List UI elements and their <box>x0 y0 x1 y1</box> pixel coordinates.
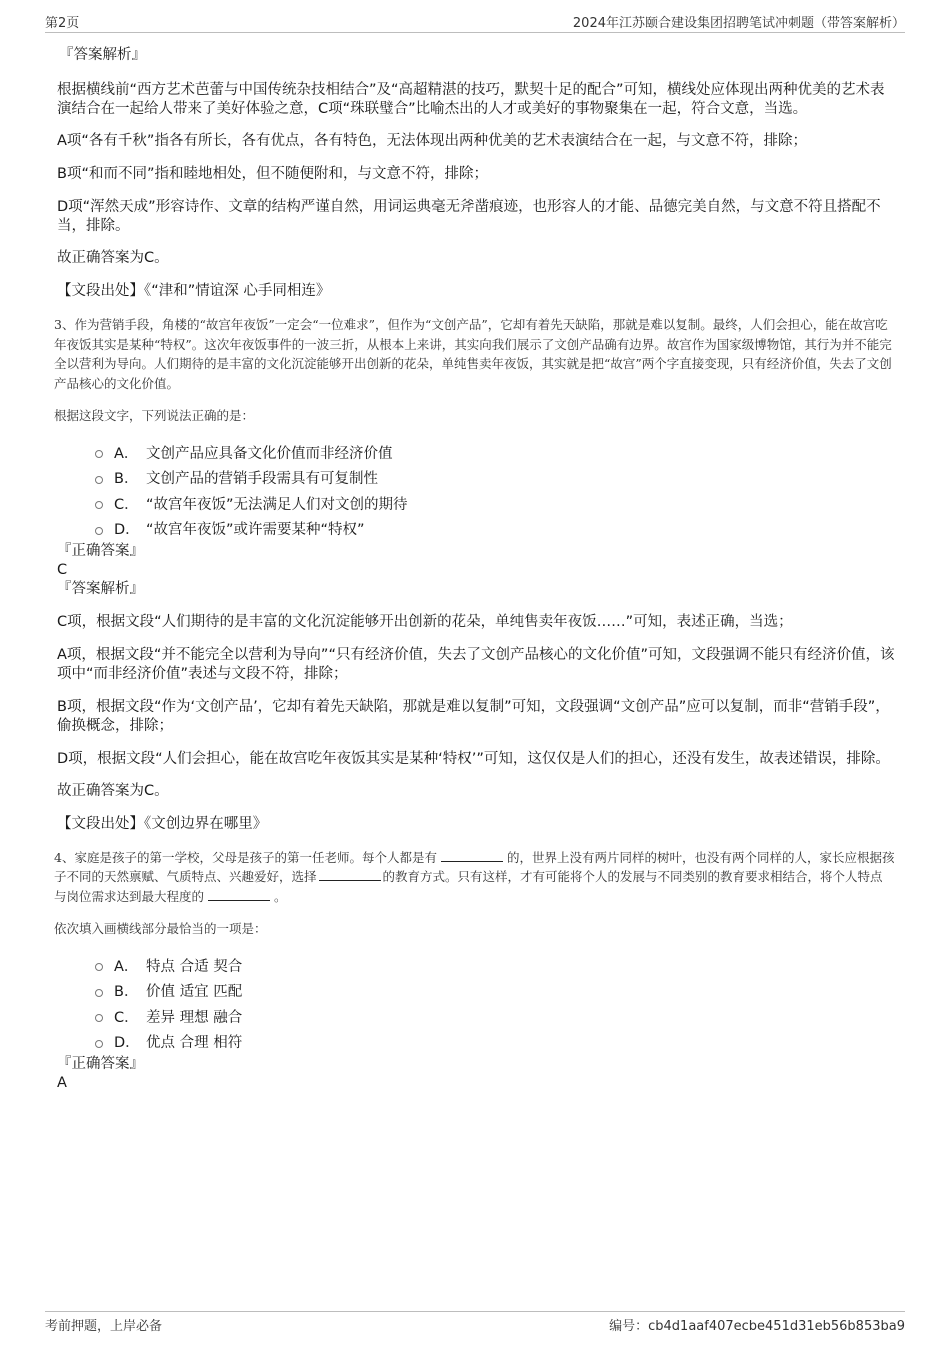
q3-options <box>95 440 895 542</box>
q2-analysis-label: 『答案解析』 <box>59 47 146 63</box>
option-letter: D． <box>114 522 140 539</box>
q3-analysis-c: C项，根据文段“人们期待的是丰富的文化沉淀能够开出创新的花朵，单纯售卖年夜饭……”可知，表述正确，当选； <box>57 613 793 630</box>
q4-stem <box>54 848 895 907</box>
q3-option-c[interactable] <box>95 491 895 517</box>
fill-blank-2 <box>319 868 381 881</box>
option-text: “故宫年夜饭”无法满足人们对文创的期待 <box>146 496 408 513</box>
q2-analysis-b: B项“和而不同”指和睦地相处，但不随便附和，与文意不符，排除； <box>57 166 488 182</box>
q3-option-d[interactable] <box>95 516 895 542</box>
q2-analysis-main: 根据横线前“西方艺术芭蕾与中国传统杂技相结合”及“高超精湛的技巧，默契十足的配合”可知，横线处应体现出两种优美的艺术表演结合在一起给人带来了美好体验之意，C项“珠联璧合”比喻杰出的人才或美好的事物聚集在一起，符合文意，当选。 <box>57 82 885 117</box>
q2-conclusion: 故正确答案为C。 <box>57 250 169 266</box>
radio-icon[interactable] <box>95 989 103 997</box>
document-code <box>609 1315 905 1334</box>
q2-source: 【文段出处】《“津和”情谊深 心手同相连》 <box>57 283 331 299</box>
document-code-label: 编号： <box>609 1319 649 1334</box>
radio-icon[interactable] <box>95 476 103 484</box>
option-text: 优点 合理 相符 <box>146 1035 243 1052</box>
radio-icon[interactable] <box>95 450 103 458</box>
option-letter: B． <box>114 984 139 1001</box>
radio-icon[interactable] <box>95 963 103 971</box>
q3-analysis-d: D项，根据文段“人们会担心，能在故宫吃年夜饭其实是某种‘特权’”可知，这仅仅是人们的担心，还没有发生，故表述错误，排除。 <box>57 750 890 767</box>
page-content <box>54 46 895 1093</box>
option-text: 价值 适宜 匹配 <box>146 984 243 1001</box>
q4-stem-part-2: 的，世界上没有两片同样的树叶，也没有两个同样的人，家长应根据孩子不同的天然禀赋、气质特点、兴趣爱好，选择 <box>54 849 895 884</box>
q3-analysis-label: 『答案解析』 <box>57 580 144 597</box>
option-letter: C． <box>114 496 139 513</box>
fill-blank-3 <box>208 888 270 901</box>
page-number: 第2页 <box>45 16 80 31</box>
q3-source: 【文段出处】《文创边界在哪里》 <box>57 815 268 832</box>
q4-answer-label: 『正确答案』 <box>57 1055 144 1072</box>
option-letter: A． <box>114 958 139 975</box>
q4-stem-part-1: 4、家庭是孩子的第一学校，父母是孩子的第一任老师。每个人都是有 <box>54 849 437 865</box>
document-title: 2024年江苏颐合建设集团招聘笔试冲刺题（带答案解析） <box>572 16 905 31</box>
option-letter: A． <box>114 445 139 462</box>
q3-answer: C <box>57 561 68 578</box>
q4-option-b[interactable] <box>95 978 895 1004</box>
page-footer <box>45 1311 905 1334</box>
q4-question: 依次填入画横线部分最恰当的一项是： <box>54 921 267 936</box>
q2-analysis-d: D项“浑然天成”形容诗作、文章的结构严谨自然，用词运典毫无斧凿痕迹，也形容人的才能、品德完美自然，与文意不符且搭配不当，排除。 <box>57 199 881 234</box>
document-code-value: cb4d1aaf407ecbe451d31eb56b853ba9 <box>648 1319 905 1334</box>
q4-option-d[interactable] <box>95 1029 895 1055</box>
q3-question: 根据这段文字，下列说法正确的是： <box>54 408 255 423</box>
option-text: “故宫年夜饭”或许需要某种“特权” <box>146 522 365 539</box>
radio-icon[interactable] <box>95 527 103 535</box>
q3-option-a[interactable] <box>95 440 895 466</box>
q4-option-c[interactable] <box>95 1004 895 1030</box>
q4-option-a[interactable] <box>95 953 895 979</box>
fill-blank-1 <box>441 849 503 862</box>
q2-analysis-a: A项“各有千秋”指各有所长，各有优点，各有特色，无法体现出两种优美的艺术表演结合在一起，与文意不符，排除； <box>57 133 807 149</box>
option-letter: B． <box>114 471 139 488</box>
option-text: 特点 合适 契合 <box>146 958 243 975</box>
option-letter: D． <box>114 1035 140 1052</box>
option-text: 文创产品应具备文化价值而非经济价值 <box>146 445 393 462</box>
q3-conclusion: 故正确答案为C。 <box>57 782 169 799</box>
q4-stem-part-3: 的教育方式。只有这样，才有可能将个人的发展与不同类别的教育要求相结合，将个人特点与岗位需求达到最大程度的 <box>54 869 883 904</box>
q4-stem-part-4: 。 <box>274 888 287 904</box>
q3-answer-label: 『正确答案』 <box>57 542 144 559</box>
radio-icon[interactable] <box>95 1040 103 1048</box>
q3-analysis-a: A项，根据文段“并不能完全以营利为导向”“只有经济价值，失去了文创产品核心的文化价值”可知，文段强调不能只有经济价值，该项中“而非经济价值”表述与文段不符，排除； <box>57 646 895 682</box>
footer-slogan: 考前押题，上岸必备 <box>45 1319 163 1334</box>
q4-options <box>95 953 895 1055</box>
radio-icon[interactable] <box>95 1014 103 1022</box>
q3-stem: 3、作为营销手段，角楼的“故宫年夜饭”一定会“一位难求”，但作为“文创产品”，它却有着先天缺陷，那就是难以复制。最终，人们会担心，能在故宫吃年夜饭其实是某种“特权”。这次年夜饭事件的一波三折，从根本上来讲，其实向我们展示了文创产品确有边界。故宫作为国家级博物馆，其行为并不能完全以营利为导向。人们期待的是丰富的文化沉淀能够开出创新的花朵，单纯售卖年夜饭，其实就是把“故宫”两个字直接变现，只有经济价值，失去了文创产品核心的文化价值。 <box>54 317 892 391</box>
option-text: 文创产品的营销手段需具有可复制性 <box>146 471 378 488</box>
option-text: 差异 理想 融合 <box>146 1009 243 1026</box>
q3-analysis-b: B项，根据文段“作为‘文创产品’，它却有着先天缺陷，那就是难以复制”可知，文段强调“文创产品”应可以复制，而非“营销手段”，偷换概念，排除； <box>57 698 890 734</box>
option-letter: C． <box>114 1009 139 1026</box>
q3-option-b[interactable] <box>95 465 895 491</box>
radio-icon[interactable] <box>95 501 103 509</box>
page-header <box>45 12 905 33</box>
q4-answer: A <box>57 1074 67 1091</box>
